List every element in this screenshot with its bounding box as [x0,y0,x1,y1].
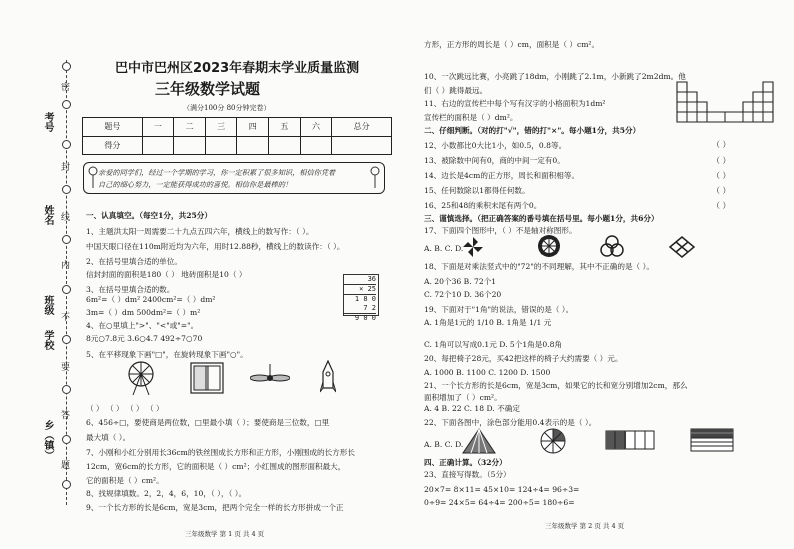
question-line: 0÷9= 24×5= 64÷4= 200÷5= 180÷6= [424,498,575,507]
score-cell[interactable] [174,136,206,155]
question-line: （ ） （ ） （ ） （ ） [86,404,164,413]
binding-hole [62,285,71,294]
question-line: 3、在括号里填合适的数。 [86,285,175,294]
question-line: 4、在○里填上">"、"<"或"="。 [86,321,199,330]
question-line: A. B. C. D. [424,440,464,449]
question-line: 7、小刚和小红分别用长36cm的铁丝围成长方形和正方形，小刚围成的长方形长 [86,448,355,457]
seal-char: 内 [61,261,71,271]
bulletin-board-icon [675,78,775,124]
question-line: A. B. C. D. [424,244,464,253]
question-line: 方形，正方形的周长是（ ）cm，面积是（ ）cm²。 [424,40,600,49]
question-line: 22、下面各图中，涂色部分能用0.4表示的是（ ）。 [424,418,597,427]
score-cell[interactable] [332,136,392,155]
score-row-label: 得分 [83,136,143,155]
notice-line: 亲爱的同学们，经过一个学期的学习，你一定积累了很多知识，相信你凭着 [98,168,336,177]
question-line: 最大填（ ）。 [86,433,131,442]
score-time-note: （满分100分 80分钟完卷） [183,104,271,112]
question-line: 信封封面的面积是180（ ） 地砖面积是10（ ） [86,270,247,279]
question-line: 面积增加了（ ）cm²。 [424,393,502,402]
ceiling-fan-icon [250,364,290,392]
question-line: 8、找规律填数。2，2，4，6，10，（ ），（ ）。 [86,489,247,498]
exam-title: 巴中市巴州区2023年春期末学业质量监测 [115,61,360,76]
mult-line: × 25 [344,285,376,295]
binding-hole [62,385,71,394]
judge-bracket[interactable]: （ ） [712,156,731,165]
ferris-wheel-icon [125,360,157,396]
side-label-class: 班级 [42,295,53,315]
judge-bracket[interactable]: （ ） [712,171,731,180]
question-line: A. 4 B. 22 C. 18 D. 不确定 [424,404,520,413]
binding-hole [62,480,71,489]
question-line: 8元○7.8元 3.6○4.7 492÷7○70 [86,334,203,343]
question-line: C. 1角可以写成0.1元 D. 5个1角是0.8角 [424,340,563,349]
seal-char: 线 [61,213,71,223]
score-table [82,117,392,155]
judge-bracket[interactable]: （ ） [712,186,731,195]
exam-subtitle: 三年级数学试题 [155,80,261,98]
score-header: 二 [174,118,206,137]
binding-hole [62,435,71,444]
stripe-figure-icon [690,428,734,452]
question-line: 5、在平移现象下画"□"，在旋转现象下画"○"。 [86,350,248,359]
chinese-knot-icon [668,236,696,258]
rectangle-figure-icon [605,430,655,450]
question-line: A. 20个36 B. 72个1 [424,277,497,286]
mult-line: 7 2 [344,304,376,314]
question-line: 13、被除数中间有0，商的中间一定有0。 [424,156,565,165]
question-line: C. 72个10 D. 36个20 [424,290,502,299]
binding-hole [62,62,71,71]
question-line: A. 1000 B. 1100 C. 1200 D. 1500 [424,368,551,377]
rocket-icon [320,360,336,396]
side-label-name: 姓名 [42,205,53,225]
score-cell[interactable] [300,136,332,155]
section-heading: 一、认真填空。（每空1分，共25分） [86,211,212,220]
question-line: 11、右边的宣传栏中每个写有汉字的小格面积为1dm² [424,99,606,108]
question-line: 们（ ）跳得最远。 [424,86,488,95]
side-label-exam-number: 考号 [42,112,53,132]
right-footer: 三年级数学 第 2 页 共 4 页 [545,522,625,530]
question-line: 21、一个长方形的长是6cm，宽是3cm，如果它的长和宽分别增加2cm，那么 [424,381,688,390]
question-line: 1、主题洪太阳一周需要二十九点五四六年，横线上的数写作：（ ）。 [86,227,314,236]
triquetra-icon [600,234,624,258]
judge-bracket[interactable]: （ ） [712,201,731,210]
question-line: 9、一个长方形的长是6cm，宽是3cm，把两个完全一样的长方形拼成一个正 [86,503,344,512]
score-cell[interactable] [269,136,301,155]
binding-hole [62,140,71,149]
binding-hole [62,100,71,109]
pinwheel-icon [462,236,484,258]
question-line: 中国天眼口径在110m附近均为六年，用时12.88秒，横线上的数读作：（ ）。 [86,242,345,251]
score-cell[interactable] [142,136,174,155]
flower-icon [368,165,382,189]
question-line: 18、下面是对乘法竖式中的"72"的不同理解，其中不正确的是（ ）。 [424,262,654,271]
question-line: 3m=（ ）dm 500dm²=（ ）m² [86,308,201,317]
question-line: 16、25和48的乘积末尾有两个0。 [424,201,542,210]
question-line: 2、在括号里填合适的单位。 [86,257,182,266]
mult-line: 1 8 0 [354,295,376,303]
question-line: 6m²=（ ）dm² 2400cm²=（ ）dm² [86,295,216,304]
binding-hole [62,335,71,344]
binding-hole [62,185,71,194]
side-label-town: 乡（镇） [42,420,53,460]
seal-char: 密 [61,83,71,93]
mult-line: 36 [344,275,376,285]
question-line: 12cm，宽6cm的长方形，它的面积是（ ）cm²；小红围成的图形面积最大， [86,462,346,471]
score-header: 一 [142,118,174,137]
circle-figure-icon [540,428,566,454]
score-header: 五 [269,118,301,137]
question-line: 20、每把椅子28元，买42把这样的椅子大约需要（ ）元。 [424,354,623,363]
score-header: 题号 [83,118,143,137]
question-line: 20×7= 8×11= 45×10= 124÷4= 96÷3= [424,485,580,494]
multiplication-vertical [343,274,379,322]
side-label-school: 学校 [42,330,53,350]
seal-char: 题 [61,461,71,471]
question-line: 19、下面对于"1角"的说法，错误的是（ ）。 [424,305,574,314]
question-line: A. 1角是1元的 1/10 B. 1角是 1/1 元 [424,318,552,327]
section-heading: 二、仔细判断。（对的打"√"，错的打"×"。每小题1分，共5分） [424,126,641,135]
question-line: 它的面积是（ ）cm²。 [86,476,164,485]
question-line: 12、小数都比0大比1小，如0.5，0.8等。 [424,141,567,150]
judge-bracket[interactable]: （ ） [712,140,731,149]
score-cell[interactable] [205,136,237,155]
question-line: 17、下面四个图形中，（ ）不是轴对称图形。 [424,226,577,235]
score-cell[interactable] [237,136,269,155]
score-header: 总分 [332,118,392,137]
question-line: 15、任何数除以1都得任何数。 [424,186,530,195]
seal-char: 封 [61,163,71,173]
score-header: 三 [205,118,237,137]
notice-line: 自己的细心努力，一定能获得成功的喜悦。相信你是最棒的！ [98,180,293,189]
mult-line: 9 0 0 [354,314,376,322]
question-line: 14、边长是4cm的正方形，周长和面积相等。 [424,171,580,180]
question-line: 6、456÷□，要使商是两位数，□里最小填（ ）；要使商是三位数，□里 [86,418,330,427]
left-footer: 三年级数学 第 1 页 共 4 页 [185,530,265,538]
seal-char: 答 [61,411,71,421]
triangle-figure-icon [462,428,496,454]
question-line: 23、直接写得数。（5分） [424,470,511,479]
wheel-icon [537,234,561,258]
question-line: 宣传栏的面积是（ ）dm²。 [424,113,518,122]
binding-hole [62,235,71,244]
score-header: 四 [237,118,269,137]
seal-char: 不 [61,313,71,323]
score-header: 六 [300,118,332,137]
question-line: 10、一次跳远比赛，小亮跳了18dm，小刚跳了2.1m，小新跳了2m2dm。他 [424,72,686,81]
sliding-window-icon [190,362,224,394]
section-heading: 四、正确计算。（32分） [424,458,507,467]
section-heading: 三、谨慎选择。（把正确答案的番号填在括号里。每小题1分，共6分） [424,214,659,223]
seal-char: 要 [61,363,71,373]
